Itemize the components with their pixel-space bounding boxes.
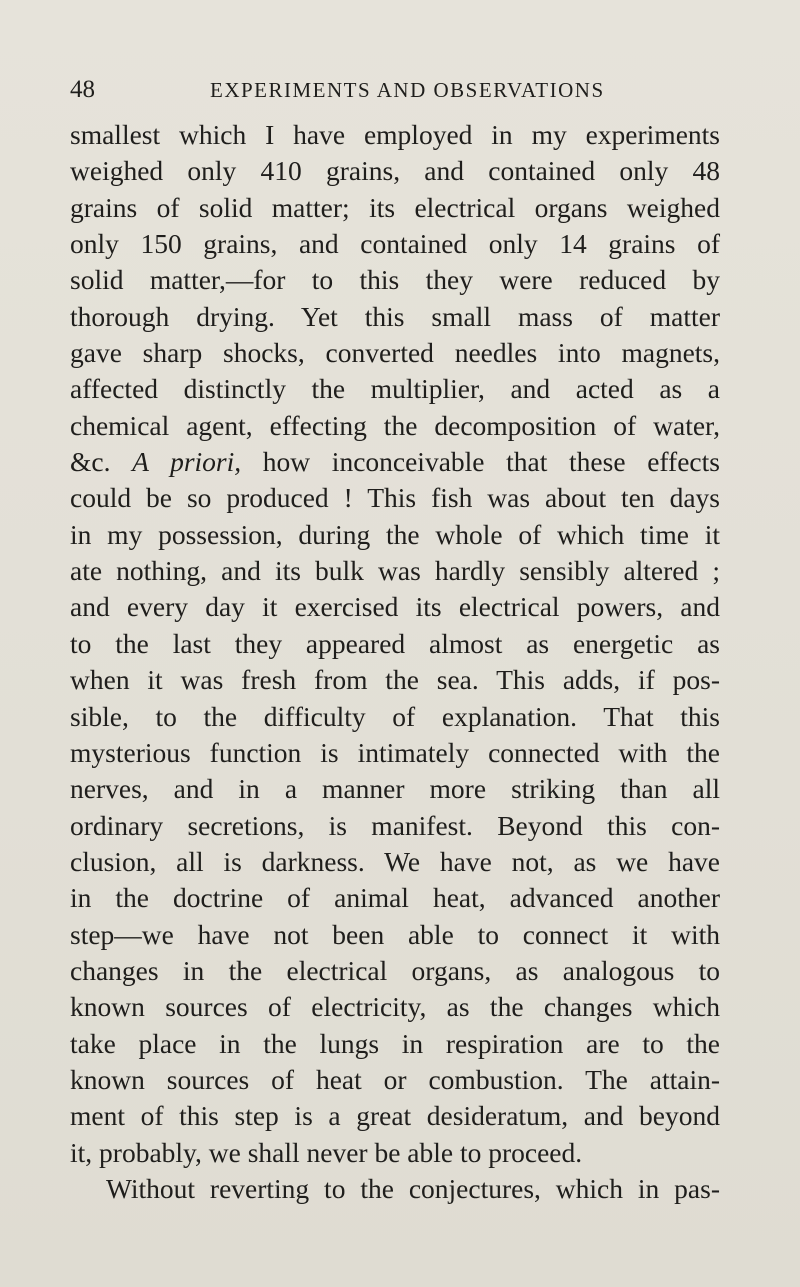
body-text bbox=[70, 117, 720, 1207]
text-line: could be so produced ! This fish was about ten days bbox=[70, 482, 720, 514]
text-line: in my possession, during the whole of which time it bbox=[70, 518, 720, 550]
page-number: 48 bbox=[70, 76, 95, 103]
text-line: take place in the lungs in respiration are to the bbox=[70, 1027, 720, 1059]
text-line: weighed only 410 grains, and contained only 48 bbox=[70, 155, 720, 187]
text-line: clusion, all is darkness. We have not, as we have bbox=[70, 845, 720, 877]
text-line: chemical agent, effecting the decomposition of water, bbox=[70, 409, 720, 441]
text-line: nerves, and in a manner more striking than all bbox=[70, 773, 720, 805]
line-end: how inconceivable that these effects bbox=[241, 446, 720, 478]
text-line: known sources of electricity, as the changes which bbox=[70, 991, 720, 1023]
text-line: ate nothing, and its bulk was hardly sensibly altered ; bbox=[70, 555, 720, 587]
text-line: sible, to the difficulty of explanation. That this bbox=[70, 700, 720, 732]
text-line: in the doctrine of animal heat, advanced another bbox=[70, 882, 720, 914]
running-head bbox=[70, 70, 720, 110]
text-line: grains of solid matter; its electrical organs weighed bbox=[70, 191, 720, 223]
text-line: changes in the electrical organs, as analogous to bbox=[70, 954, 720, 986]
text-line: step—we have not been able to connect it with bbox=[70, 918, 720, 950]
text-line bbox=[70, 444, 720, 480]
text-line: ordinary secretions, is manifest. Beyond this con- bbox=[70, 809, 720, 841]
text-line: and every day it exercised its electrical powers, and bbox=[70, 591, 720, 623]
text-line: it, probably, we shall never be able to proceed. bbox=[70, 1136, 583, 1168]
text-line: solid matter,—for to this they were reduced by bbox=[70, 264, 720, 296]
text-line: affected distinctly the multiplier, and acted as a bbox=[70, 373, 720, 405]
text-line: when it was fresh from the sea. This adds, if pos- bbox=[70, 664, 720, 696]
text-line: only 150 grains, and contained only 14 grains of bbox=[70, 228, 720, 260]
text-line: mysterious function is intimately connected with the bbox=[70, 736, 720, 768]
text-line: ment of this step is a great desideratum, and beyond bbox=[70, 1100, 720, 1132]
italic-phrase: A priori, bbox=[132, 446, 242, 478]
running-title: EXPERIMENTS AND OBSERVATIONS bbox=[210, 78, 605, 102]
text-line: gave sharp shocks, converted needles into magnets, bbox=[70, 337, 720, 369]
line-start: &c. bbox=[70, 446, 133, 478]
text-line: known sources of heat or combustion. The attain- bbox=[70, 1063, 720, 1095]
text-line: Without reverting to the conjectures, which in pas- bbox=[106, 1172, 720, 1204]
text-line: smallest which I have employed in my experiments bbox=[70, 119, 720, 150]
text-line: thorough drying. Yet this small mass of matter bbox=[70, 300, 720, 332]
text-line: to the last they appeared almost as energetic as bbox=[70, 627, 720, 659]
